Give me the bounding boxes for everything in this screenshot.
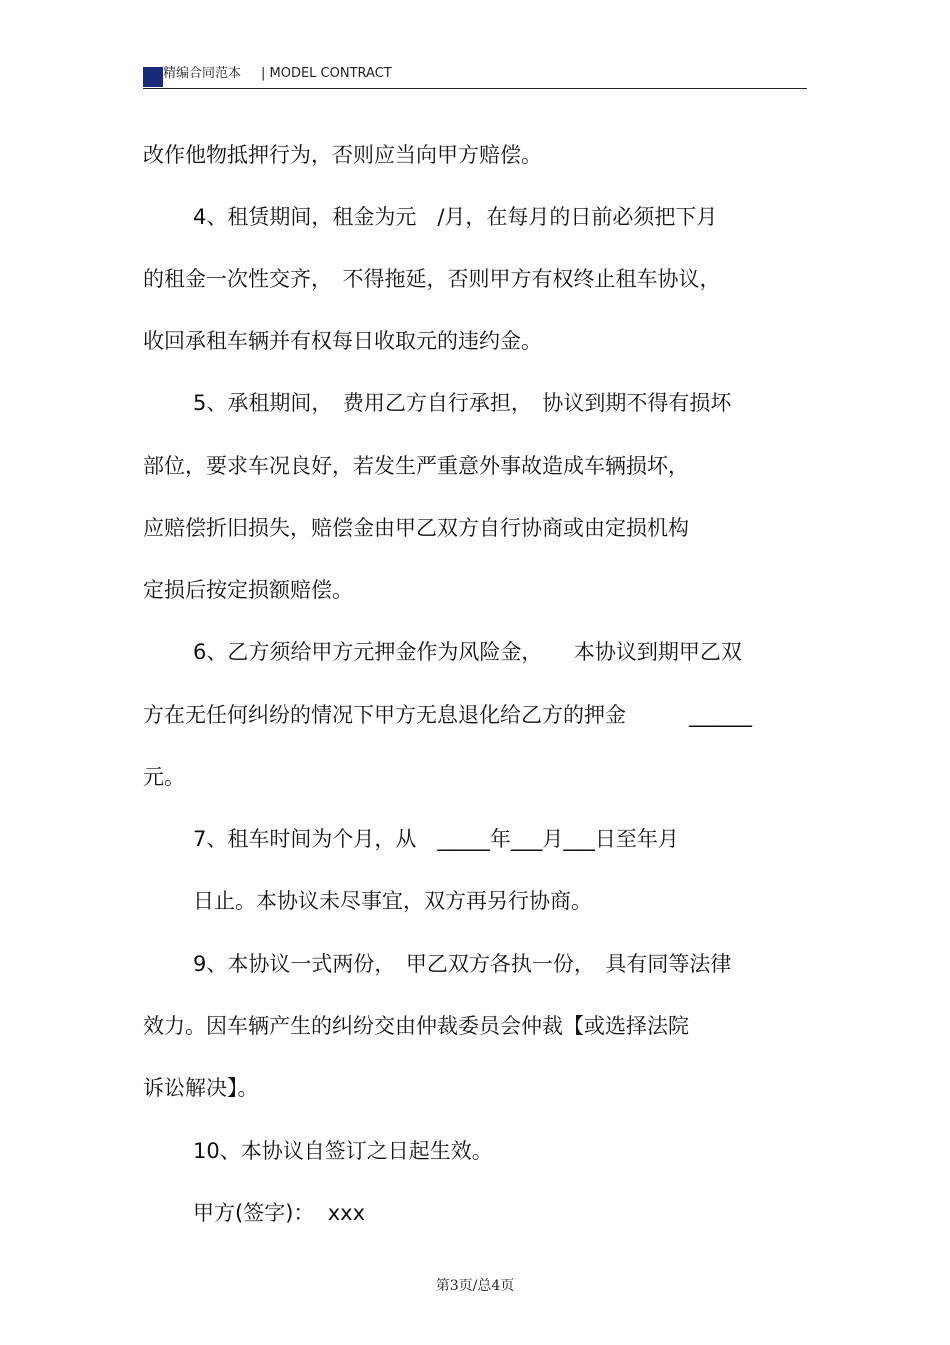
body-line: 6、乙方须给甲方元押金作为风险金， 本协议到期甲乙双: [193, 640, 742, 664]
body-line: 元。: [143, 765, 185, 789]
body-line: 日止。本协议未尽事宜，双方再另行协商。: [193, 889, 592, 913]
body-line: 诉讼解决】。: [143, 1076, 259, 1100]
page-header: [143, 62, 807, 89]
body-line: 定损后按定损额赔偿。: [143, 578, 353, 602]
header-subtitle: | MODEL CONTRACT: [261, 66, 392, 81]
brand-logo-icon: [143, 67, 163, 87]
body-line: 4、租赁期间，租金为元 /月，在每月的日前必须把下月: [193, 205, 718, 229]
body-line: 效力。因车辆产生的纠纷交由仲裁委员会仲裁【或选择法院: [143, 1014, 689, 1038]
body-line: 方在无任何纠纷的情况下甲方无息退化给乙方的押金 ______: [143, 703, 752, 727]
body-line: 5、承租期间， 费用乙方自行承担， 协议到期不得有损坏: [193, 391, 732, 415]
body-line: 的租金一次性交齐， 不得拖延，否则甲方有权终止租车协议，: [143, 267, 721, 291]
body-line: 7、租车时间为个月，从 _____年___月___日至年月: [193, 827, 679, 851]
body-line: 部位，要求车况良好，若发生严重意外事故造成车辆损坏，: [143, 454, 689, 478]
body-line: 收回承租车辆并有权每日收取元的违约金。: [143, 329, 542, 353]
body-line: 9、本协议一式两份， 甲乙双方各执一份， 具有同等法律: [193, 952, 732, 976]
body-line: 应赔偿折旧损失，赔偿金由甲乙双方自行协商或由定损机构: [143, 516, 689, 540]
body-line: 改作他物抵押行为，否则应当向甲方赔偿。: [143, 143, 542, 167]
page-number: 第3页/总4页: [435, 1278, 515, 1294]
header-title: 精编合同范本: [163, 66, 242, 81]
body-line: 10、本协议自签订之日起生效。: [193, 1139, 493, 1163]
signature-line: 甲方(签字)： xxx: [193, 1201, 366, 1225]
